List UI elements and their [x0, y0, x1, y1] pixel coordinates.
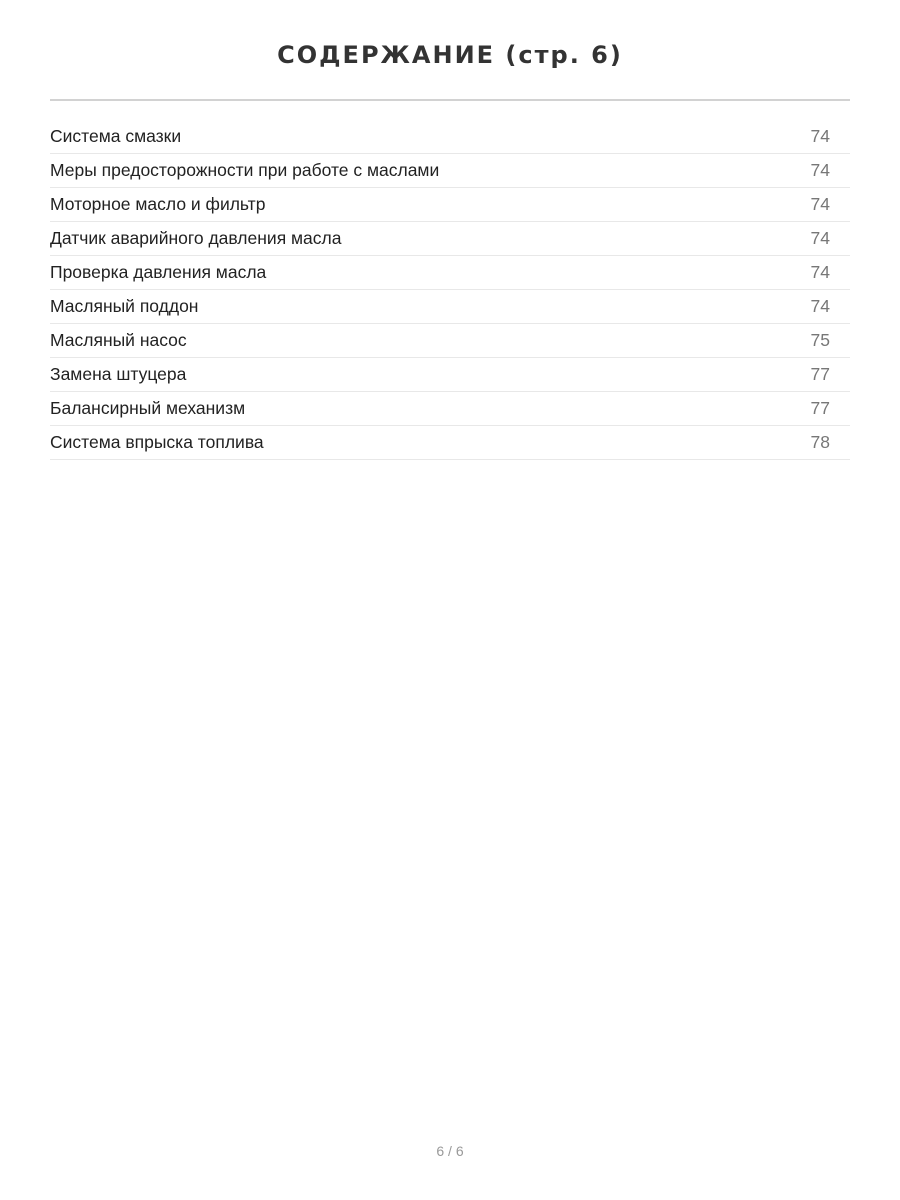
toc-entry[interactable] — [50, 290, 850, 324]
toc-entry-page: 74 — [810, 126, 830, 146]
table-of-contents — [50, 120, 850, 460]
toc-entry-page: 74 — [810, 160, 830, 180]
toc-entry[interactable] — [50, 188, 850, 222]
toc-entry[interactable] — [50, 358, 850, 392]
toc-entry[interactable] — [50, 426, 850, 460]
toc-entry-title: Датчик аварийного давления масла — [50, 228, 342, 248]
toc-entry-page: 75 — [810, 330, 830, 350]
page-title: СОДЕРЖАНИЕ (стр. 6) — [277, 41, 623, 69]
toc-entry-title: Система смазки — [50, 126, 182, 146]
toc-entry-title: Меры предосторожности при работе с маслами — [50, 160, 440, 180]
toc-entry-page: 74 — [810, 194, 830, 214]
toc-entry[interactable] — [50, 392, 850, 426]
toc-entry-page: 77 — [810, 398, 830, 418]
toc-entry-page: 74 — [810, 262, 830, 282]
title-divider — [50, 99, 850, 101]
toc-entry-title: Балансирный механизм — [50, 398, 246, 418]
toc-entry-title: Моторное масло и фильтр — [50, 194, 266, 214]
toc-entry-page: 74 — [810, 228, 830, 248]
page-number: 6 / 6 — [436, 1143, 464, 1159]
toc-entry[interactable] — [50, 222, 850, 256]
toc-entry[interactable] — [50, 154, 850, 188]
toc-entry[interactable] — [50, 120, 850, 154]
toc-entry-title: Замена штуцера — [50, 364, 187, 384]
toc-entry-page: 78 — [810, 432, 830, 452]
toc-entry[interactable] — [50, 256, 850, 290]
toc-entry-page: 77 — [810, 364, 830, 384]
toc-entry-title: Система впрыска топлива — [50, 432, 264, 452]
toc-entry-title: Масляный насос — [50, 330, 187, 350]
toc-entry-page: 74 — [810, 296, 830, 316]
toc-entry-title: Проверка давления масла — [50, 262, 267, 282]
toc-entry-title: Масляный поддон — [50, 296, 199, 316]
toc-entry[interactable] — [50, 324, 850, 358]
